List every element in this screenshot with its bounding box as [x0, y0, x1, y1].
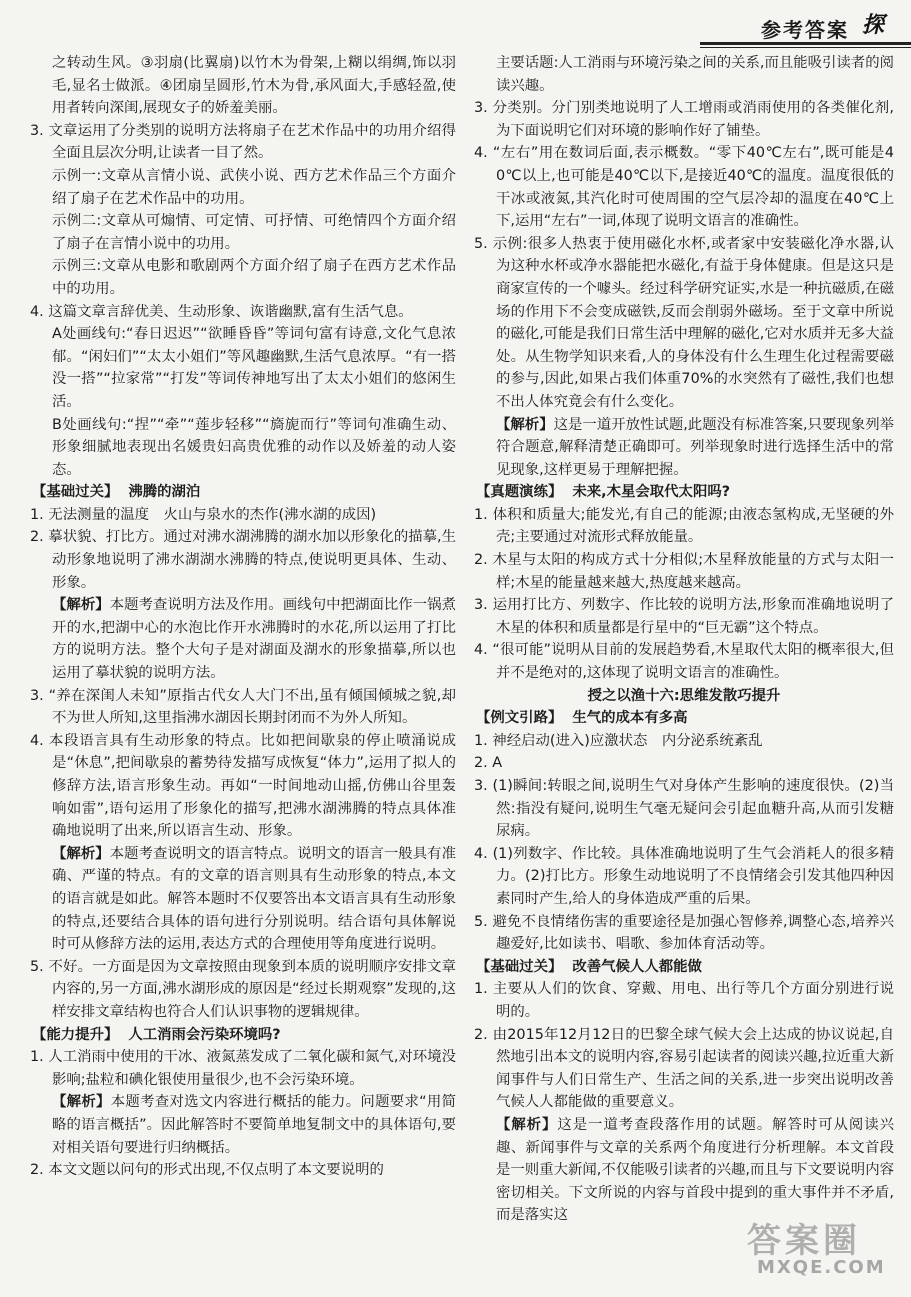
answer-item: 2. 本文文题以问句的形式出现,不仅点明了本文要说明的: [30, 1162, 384, 1179]
answer-item: 4. 这篇文章言辞优美、生动形象、诙谐幽默,富有生活气息。: [30, 303, 413, 320]
answer-item: 1. 体积和质量大;能发光,有自己的能源;由液态氢构成,无坚硬的外壳;主要通过对流形式释放能量。: [474, 506, 894, 546]
answer-item: 1. 人工消雨中使用的干冰、液氮蒸发成了二氧化碳和氮气,对环境没影响;盐粒和碘化银使用量很少,也不会污染环境。: [30, 1049, 456, 1088]
answer-item: 3. 运用打比方、列数字、作比较的说明方法,形象而准确地说明了木星的体积和质量都是行星中的“巨无霸”这个特点。: [474, 597, 894, 636]
answer-item: 3. 分类别。分门别类地说明了人工增雨或消雨使用的各类催化剂,为下面说明它们对环境的影响作好了铺垫。: [474, 100, 894, 139]
analysis-tag: 【解析】: [52, 845, 110, 862]
answer-item: 5. 不好。一方面是因为文章按照由现象到本质的说明顺序安排文章内容的,另一方面,沸水湖形成的原因是“经过长期观察”发现的,这样安排文章结构也符合人们认识事物的逻辑规律。: [30, 958, 456, 1020]
page-header: [0, 0, 911, 50]
section-tag: 【例文引路】: [476, 710, 563, 727]
analysis: [30, 843, 456, 956]
watermark-logo: [747, 1213, 897, 1283]
answer-item: 1. 神经启动(进入)应激状态 内分泌系统紊乱: [474, 732, 763, 749]
answer-item: 4. “很可能”说明从目前的发展趋势看,木星取代太阳的概率很大,但并不是绝对的,这体现了说明文语言的准确性。: [474, 642, 894, 682]
chapter-title: 授之以渔十六:思维发散巧提升: [587, 687, 781, 704]
section-heading: [474, 481, 894, 504]
analysis-tag: 【解析】: [52, 1094, 111, 1111]
answer-item: 1. 无法测量的温度 火山与泉水的杰作(沸水湖的成因): [30, 506, 377, 523]
analysis: [30, 1091, 456, 1159]
watermark-text: 答案圈: [747, 1221, 861, 1261]
section-title: 未来,木星会取代太阳吗?: [572, 484, 731, 501]
analysis: [474, 414, 894, 482]
answer-item: 4. “左右”用在数词后面,表示概数。“零下40℃左右”,既可能是40℃以上,也可能是40℃以下,是接近40℃的温度。温度很低的干冰或液氮,其汽化时可使周围的空气层冷却的温度在40℃上下,运用“左右”一词,体现了说明文语言的准确性。: [474, 145, 894, 230]
analysis-tag: 【解析】: [496, 416, 554, 433]
analysis: [30, 594, 456, 684]
answer-item: 3. “养在深闺人未知”原指古代女人大门不出,虽有倾国倾城之貌,却不为世人所知,这里指沸水湖因长期封闭而不为外人所知。: [30, 687, 456, 727]
example: 示例一:文章从言情小说、武侠小说、西方艺术作品三个方面介绍了扇子在艺术作品中的功用。: [52, 167, 456, 207]
answer-item: 5. 避免不良情绪伤害的重要途径是加强心智修养,调整心态,培养兴趣爱好,比如读书、唱歌、参加体育活动等。: [474, 913, 894, 953]
analysis: [474, 1114, 894, 1227]
brand-logo-icon: 探: [861, 12, 884, 38]
answer-item: 1. 主要从人们的饮食、穿戴、用电、出行等几个方面分别进行说明的。: [474, 981, 894, 1020]
answer-item: 2. 摹状貌、打比方。通过对沸水湖沸腾的湖水加以形象化的描摹,生动形象地说明了沸水湖湖水沸腾的特点,使说明更具体、生动、形象。: [30, 529, 456, 591]
section-heading: [474, 707, 894, 730]
answer-item: 3. 文章运用了分类别的说明方法将扇子在艺术作品中的功用介绍得全面且层次分明,让读者一目了然。: [30, 122, 456, 162]
section-heading: [474, 956, 894, 979]
answer-item: 5. 示例:很多人热衷于使用磁化水杯,或者家中安装磁化净水器,认为这种水杯或净水器能把水磁化,有益于身体健康。但是这只是商家宣传的一个噱头。经过科学研究证实,水是一种抗磁质,在磁场的作用下不会变成磁铁,反而会削弱外磁场。至于文章中所说的磁化,可能是我们日常生活中理解的磁化,它对水质并无多大益处。从生物学知识来看,人的身体没有什么生理生化过程需要磁的参与,因此,如果占我们体重70%的水突然有了磁性,我们也想不出人体究竟会有什么变化。: [474, 235, 894, 410]
header-rule-thin: [700, 47, 911, 48]
paragraph: 之转动生风。③羽扇(比翼扇)以竹木为骨架,上糊以绢绸,饰以羽毛,显名士做派。④团扇呈圆形,竹木为骨,承风面大,手感轻盈,使用者转向深闺,展现女子的娇羞美丽。: [52, 55, 456, 117]
section-tag: 【真题演练】: [476, 484, 563, 501]
analysis-text: 本题考查对选文内容进行概括的能力。问题要求“用简略的语言概括”。因此解答时不要简单地复制文中的具体语句,要对相关语句要进行归纳概括。: [52, 1094, 456, 1156]
answer-subitem: B处画线句:“捏”“牵”“莲步轻移”“旖旎而行”等词句准确生动、形象细腻地表现出名媛贵妇高贵优雅的动作以及娇羞的动人姿态。: [52, 416, 456, 478]
example: 示例三:文章从电影和歌剧两个方面介绍了扇子在西方艺术作品中的功用。: [52, 258, 456, 297]
analysis-tag: 【解析】: [496, 1116, 558, 1133]
right-column: [474, 52, 894, 1227]
answer-item: 4. 本段语言具有生动形象的特点。比如把间歇泉的停止喷涌说成是“休息”,把间歇泉的蓄势待发描写成恢复“体力”,运用了拟人的修辞方法,语言形象生动。再如“一时间地动山摇,仿佛山谷里轰响如雷”,语句运用了形象化的描写,把沸水湖沸腾的特点具体准确地说明了出来,所以语言生动、形象。: [30, 732, 456, 840]
section-title: 生气的成本有多高: [572, 710, 688, 727]
section-title: 人工消雨会污染环境吗?: [128, 1026, 281, 1043]
section-title: 改善气候人人都能做: [572, 958, 702, 975]
section-tag: 【基础过关】: [476, 958, 563, 975]
answer-subitem: A处画线句:“春日迟迟”“欲睡昏昏”等词句富有诗意,文化气息浓郁。“闲妇们”“太太小姐们”等风趣幽默,生活气息浓厚。“有一搭没一搭”“拉家常”“打发”等词传神地写出了太太小姐们的悠闲生活。: [52, 326, 456, 410]
section-tag: 【基础过关】: [32, 484, 119, 501]
answer-item: 4. (1)列数字、作比较。具体准确地说明了生气会消耗人的很多精力。(2)打比方。形象生动地说明了不良情绪会引发其他四种因素同时产生,给人的身体造成严重的后果。: [474, 845, 894, 907]
answer-item: 2. 由2015年12月12日的巴黎全球气候大会上达成的协议说起,自然地引出本文的说明内容,容易引起读者的阅读兴趣,拉近重大新闻事件与人们日常生产、生活之间的关系,进一步突出说明改善气候人人都能做的重要意义。: [474, 1026, 894, 1111]
section-tag: 【能力提升】: [32, 1026, 119, 1043]
section-title: 沸腾的湖泊: [128, 484, 201, 501]
answer-item: 2. A: [474, 755, 503, 772]
analysis-tag: 【解析】: [52, 597, 110, 614]
watermark-url: MXQE.COM: [757, 1257, 886, 1278]
header-title: 参考答案: [761, 18, 849, 42]
header-rule: [700, 42, 911, 45]
section-heading: [30, 1024, 456, 1047]
left-column: [30, 52, 456, 1182]
example: 示例二:文章从可煽情、可定情、可抒情、可绝情四个方面介绍了扇子在言情小说中的功用。: [52, 213, 456, 252]
answer-item: 2. 木星与太阳的构成方式十分相似;木星释放能量的方式与太阳一样;木星的能量越来越大,热度越来越高。: [474, 552, 894, 591]
answer-item: 3. (1)瞬间:转眼之间,说明生气对身体产生影响的速度很快。(2)当然:指没有疑问,说明生气毫无疑问会引起血糖升高,从而引发糖尿病。: [474, 778, 894, 840]
analysis-text: 本题考查说明文的语言特点。说明文的语言一般具有准确、严谨的特点。有的文章的语言则具有生动形象的特点,本文的语言就是如此。解答本题时不仅要答出本文语言具有生动形象的特点,还要结合具体的语句进行分别说明。结合语句具体解说时可从修辞方法的运用,表达方式的合理使用等角度进行说明。: [52, 845, 456, 953]
analysis-text: 这是一道开放性试题,此题没有标准答案,只要现象列举符合题意,解释清楚正确即可。列举现象时进行选择生活中的常见现象,这样更易于理解把握。: [496, 416, 894, 478]
paragraph: 主要话题:人工消雨与环境污染之间的关系,而且能吸引读者的阅读兴趣。: [496, 55, 894, 94]
analysis-text: 本题考查说明方法及作用。画线句中把湖面比作一锅煮开的水,把湖中心的水泡比作开水沸腾时的水花,所以运用了打比方的说明方法。整个大句子是对湖面及湖水的形象描摹,所以也运用了摹状貌的说明方法。: [52, 597, 456, 682]
analysis-text: 这是一道考查段落作用的试题。解答时可从阅读兴趣、新闻事件与文章的关系两个角度进行分析理解。本文首段是一则重大新闻,不仅能吸引读者的兴趣,而且与下文要说明内容密切相关。下文所说的内容与首段中提到的重大事件并不矛盾,而是落实这: [496, 1116, 894, 1224]
section-heading: [30, 481, 456, 504]
